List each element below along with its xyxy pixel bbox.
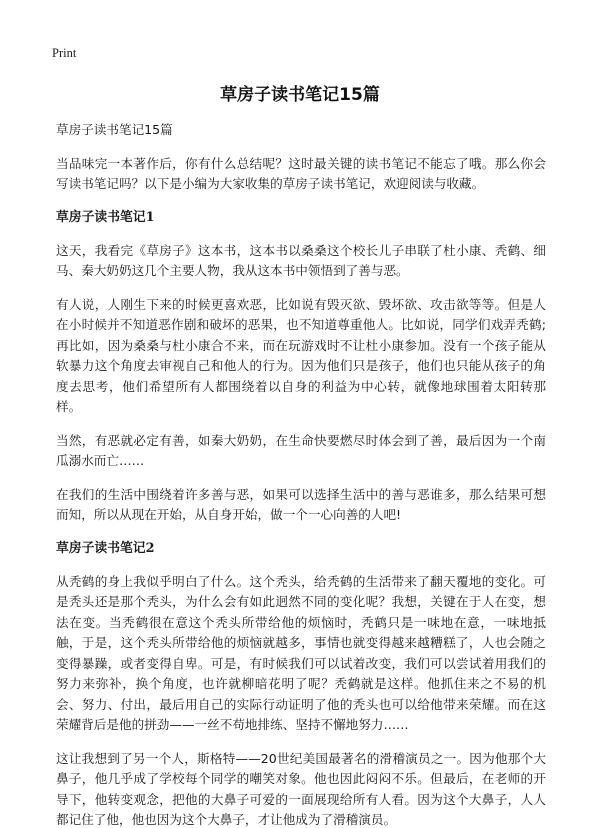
paragraph: 有人说，人刚生下来的时候更喜欢恶，比如说有毁灭欲、毁坏欲、攻击欲等等。但是人在小时候并不知道恶作剧和破坏的恶果，也不知道尊重他人。比如说，同学们戏弄秃鹤;再比如，因为桑桑与杜小康合不来，而在玩游戏时不让杜小康参加。没有一个孩子能从软暴力这个角度去审视自己和他人的行为。因为他们只是孩子，他们也只能从孩子的角度去思考，他们希望所有人都围绕着以自身的利益为中心转，就像地球围着太阳转那样。: [56, 296, 546, 414]
document-subtitle: 草房子读书笔记15篇: [56, 122, 173, 137]
section-heading: 草房子读书笔记1: [56, 209, 155, 225]
intro-paragraph: 当品味完一本著作后，你有什么总结呢？这时最关键的读书笔记不能忘了哦。那么你会写读书笔记吗？以下是小编为大家收集的草房子读书笔记，欢迎阅读与收藏。: [56, 155, 546, 191]
paragraph: 当然，有恶就必定有善，如秦大奶奶，在生命快要燃尽时体会到了善，最后因为一个南瓜溺水而亡……: [56, 432, 546, 468]
paragraph: 在我们的生活中围绕着许多善与恶，如果可以选择生活中的善与恶谁多，那么结果可想而知，所以从现在开始，从自身开始，做一个一心向善的人吧!: [56, 486, 546, 522]
document-title: 草房子读书笔记15篇: [220, 85, 380, 105]
paragraph: 这天，我看完《草房子》这本书，这本书以桑桑这个校长儿子串联了杜小康、秃鹤、细马、秦大奶奶这几个主要人物，我从这本书中领悟到了善与恶。: [56, 242, 546, 278]
print-link[interactable]: Print: [52, 46, 77, 60]
section-heading: 草房子读书笔记2: [56, 540, 155, 556]
document-body: [56, 120, 546, 828]
paragraph: 这让我想到了另一个人，斯格特——20世纪美国最著名的滑稽演员之一。因为他那个大鼻子，他几乎成了学校每个同学的嘲笑对象。他也因此闷闷不乐。但最后，在老师的开导下，他转变观念，把他的大鼻子可爱的一面展现给所有人看。因为这个大鼻子，人人都记住了他，他也因为这个大鼻子，才让他成为了滑稽演员。: [56, 750, 546, 827]
paragraph: 从秃鹤的身上我似乎明白了什么。这个秃头，给秃鹤的生活带来了翻天覆地的变化。可是秃头还是那个秃头，为什么会有如此迥然不同的变化呢？我想，关键在于人在变，想法在变。当秃鹤很在意这个秃头所带给他的烦恼时，秃鹤只是一味地在意，一味地抵触，于是，这个秃头所带给他的烦恼就越多，事情也就变得越来越糟糕了，人也会随之变得暴躁，或者变得自卑。可是，有时候我们可以试着改变，我们可以尝试着用我们的努力来弥补，换个角度，也许就柳暗花明了呢？秃鹤就是这样。他抓住来之不易的机会、努力、付出，最后用自己的实际行动证明了他的秃头也可以给他带来荣耀。而在这荣耀背后是他的拼劲——一丝不苟地排练、坚持不懈地努力……: [56, 573, 546, 732]
